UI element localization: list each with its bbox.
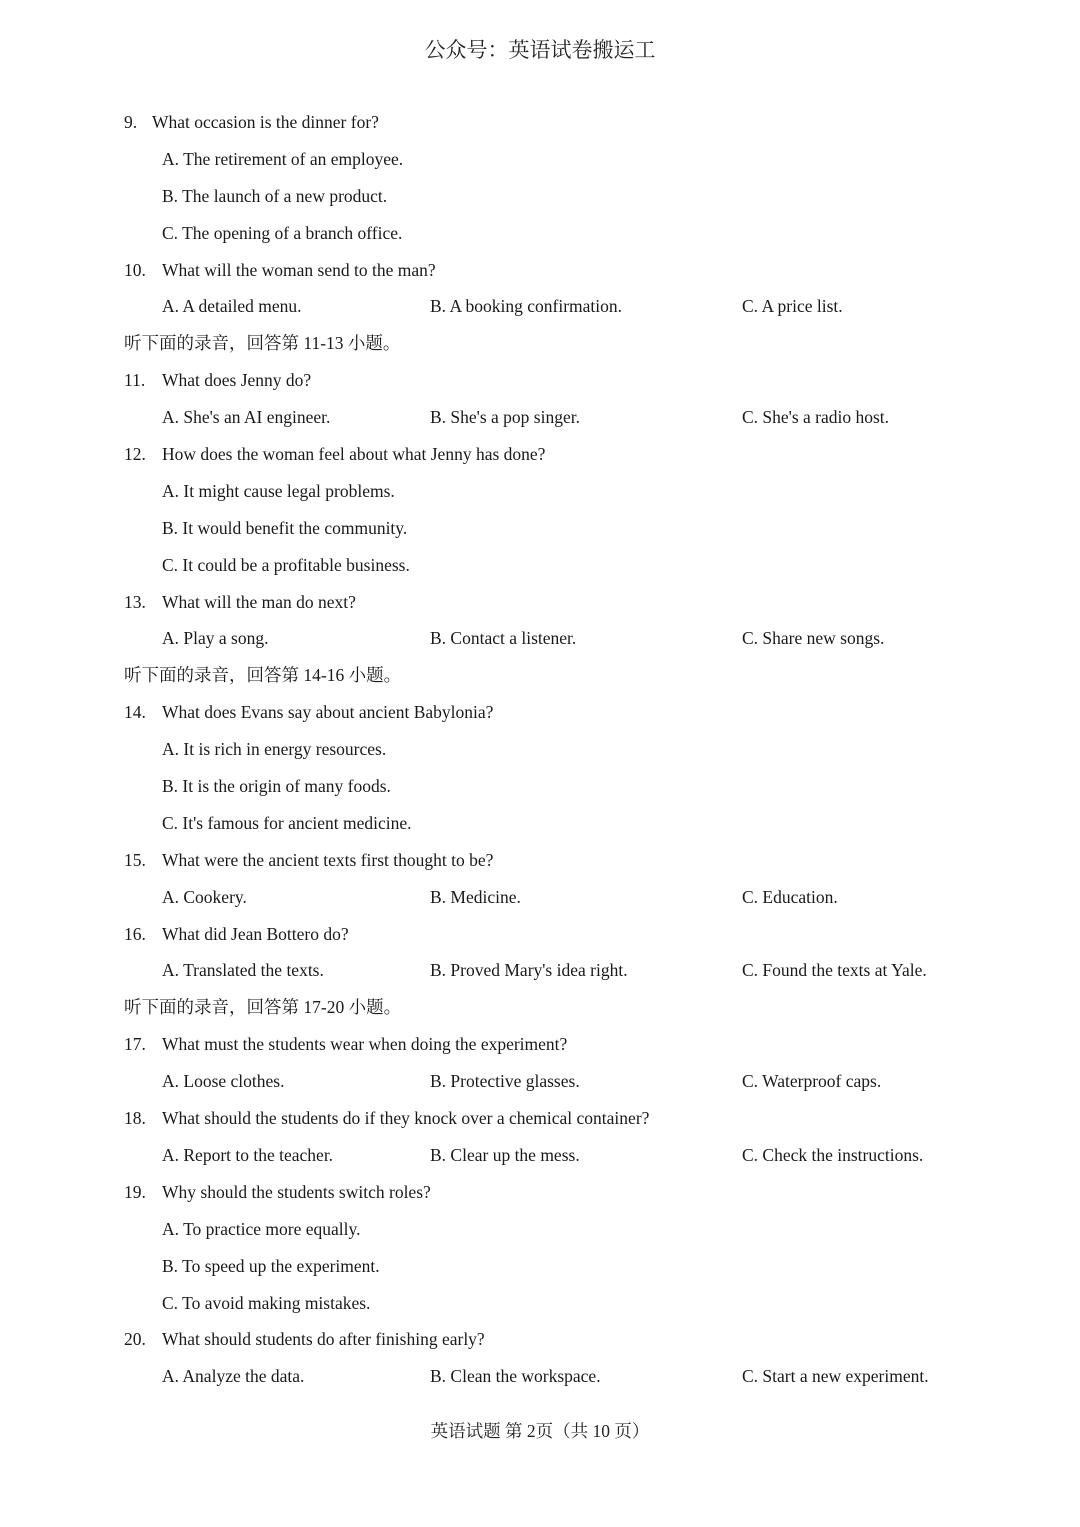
question-number: 13.: [124, 591, 146, 612]
answer-option-c: C. Share new songs.: [742, 628, 885, 649]
answer-option-c: C. Found the texts at Yale.: [742, 960, 927, 981]
question-number: 16.: [124, 923, 146, 944]
answer-option: A. It might cause legal problems.: [162, 480, 395, 501]
question: [124, 362, 1004, 399]
answer-options-row: [124, 879, 1004, 916]
answer-option-b: B. Medicine.: [430, 886, 521, 907]
answer-option: B. It would benefit the community.: [162, 517, 408, 538]
answer-option: A. The retirement of an employee.: [162, 148, 404, 169]
answer-option-c: C. Check the instructions.: [742, 1144, 924, 1165]
question: [124, 436, 1004, 473]
answer-option-c: C. She's a radio host.: [742, 407, 890, 428]
section-instruction: 听下面的录音，回答第 17-20 小题。: [124, 997, 402, 1018]
question: [124, 694, 1004, 731]
question: [124, 1174, 1004, 1211]
question-text: What did Jean Bottero do?: [162, 923, 349, 944]
answer-option: C. To avoid making mistakes.: [162, 1292, 371, 1313]
answer-option-b: B. She's a pop singer.: [430, 407, 580, 428]
question-text: Why should the students switch roles?: [162, 1181, 431, 1202]
answer-option: B. It is the origin of many foods.: [162, 776, 391, 797]
answer-option-a: A. She's an AI engineer.: [162, 407, 331, 428]
answer-option-a: A. Analyze the data.: [162, 1366, 305, 1387]
answer-option-c: C. Start a new experiment.: [742, 1366, 929, 1387]
answer-options-row: [124, 399, 1004, 436]
answer-option-b: B. Clean the workspace.: [430, 1366, 601, 1387]
question-text: What should students do after finishing early?: [162, 1329, 485, 1350]
question-text: What should the students do if they knock over a chemical container?: [162, 1108, 650, 1129]
answer-option: A. To practice more equally.: [162, 1218, 361, 1239]
question-text: What does Evans say about ancient Babylonia?: [162, 702, 494, 723]
answer-option: B. To speed up the experiment.: [162, 1255, 380, 1276]
answer-option-b: B. Proved Mary's idea right.: [430, 960, 628, 981]
question: [124, 104, 1004, 141]
question: [124, 1321, 1004, 1358]
answer-option: C. The opening of a branch office.: [162, 222, 403, 243]
answer-option-a: A. A detailed menu.: [162, 296, 302, 317]
question-number: 12.: [124, 444, 146, 465]
answer-options-row: [124, 620, 1004, 657]
answer-options-row: [124, 952, 1004, 989]
answer-options-row: [124, 288, 1004, 325]
question-number: 19.: [124, 1181, 146, 1202]
answer-options-row: [124, 1063, 1004, 1100]
answer-option-a: A. Report to the teacher.: [162, 1144, 334, 1165]
section-instruction: 听下面的录音，回答第 14-16 小题。: [124, 665, 402, 686]
question-text: What will the woman send to the man?: [162, 259, 436, 280]
question-text: What occasion is the dinner for?: [152, 112, 379, 132]
answer-option: B. The launch of a new product.: [162, 185, 388, 206]
answer-option-a: A. Cookery.: [162, 886, 247, 907]
answer-option-a: A. Play a song.: [162, 628, 269, 649]
answer-option-c: C. Waterproof caps.: [742, 1071, 882, 1092]
question: [124, 584, 1004, 621]
answer-option-b: B. A booking confirmation.: [430, 296, 623, 317]
question-text: What does Jenny do?: [162, 370, 312, 391]
answer-option-a: A. Loose clothes.: [162, 1071, 285, 1092]
answer-options-row: [124, 1137, 1004, 1174]
question-list: [124, 104, 1004, 1395]
question: [124, 842, 1004, 879]
page-footer: 英语试题 第 2页（共 10 页）: [430, 1421, 650, 1441]
answer-option-c: C. Education.: [742, 886, 838, 907]
question-number: 11.: [124, 370, 146, 391]
answer-option: C. It could be a profitable business.: [162, 554, 410, 575]
section-instruction: 听下面的录音，回答第 11-13 小题。: [124, 333, 401, 354]
answer-option-a: A. Translated the texts.: [162, 960, 324, 981]
answer-option: A. It is rich in energy resources.: [162, 739, 387, 760]
answer-option: C. It's famous for ancient medicine.: [162, 812, 412, 833]
page-header: 公众号：英语试卷搬运工: [424, 38, 656, 62]
question-text: What were the ancient texts first thought to be?: [162, 849, 494, 870]
question-text: What will the man do next?: [162, 591, 356, 612]
question-number: 10.: [124, 259, 146, 280]
question-number: 15.: [124, 849, 146, 870]
question-number: 17.: [124, 1034, 146, 1055]
question-number: 9.: [124, 112, 138, 132]
question-text: What must the students wear when doing the experiment?: [162, 1034, 568, 1055]
question-number: 18.: [124, 1108, 146, 1129]
answer-option-b: B. Clear up the mess.: [430, 1144, 580, 1165]
question: [124, 252, 1004, 289]
question-number: 20.: [124, 1329, 146, 1350]
question: [124, 1026, 1004, 1063]
answer-option-c: C. A price list.: [742, 296, 843, 317]
answer-option-b: B. Contact a listener.: [430, 628, 577, 649]
answer-options-row: [124, 1358, 1004, 1395]
question-text: How does the woman feel about what Jenny has done?: [162, 444, 546, 465]
question: [124, 916, 1004, 953]
question: [124, 1100, 1004, 1137]
answer-option-b: B. Protective glasses.: [430, 1071, 580, 1092]
question-number: 14.: [124, 702, 146, 723]
